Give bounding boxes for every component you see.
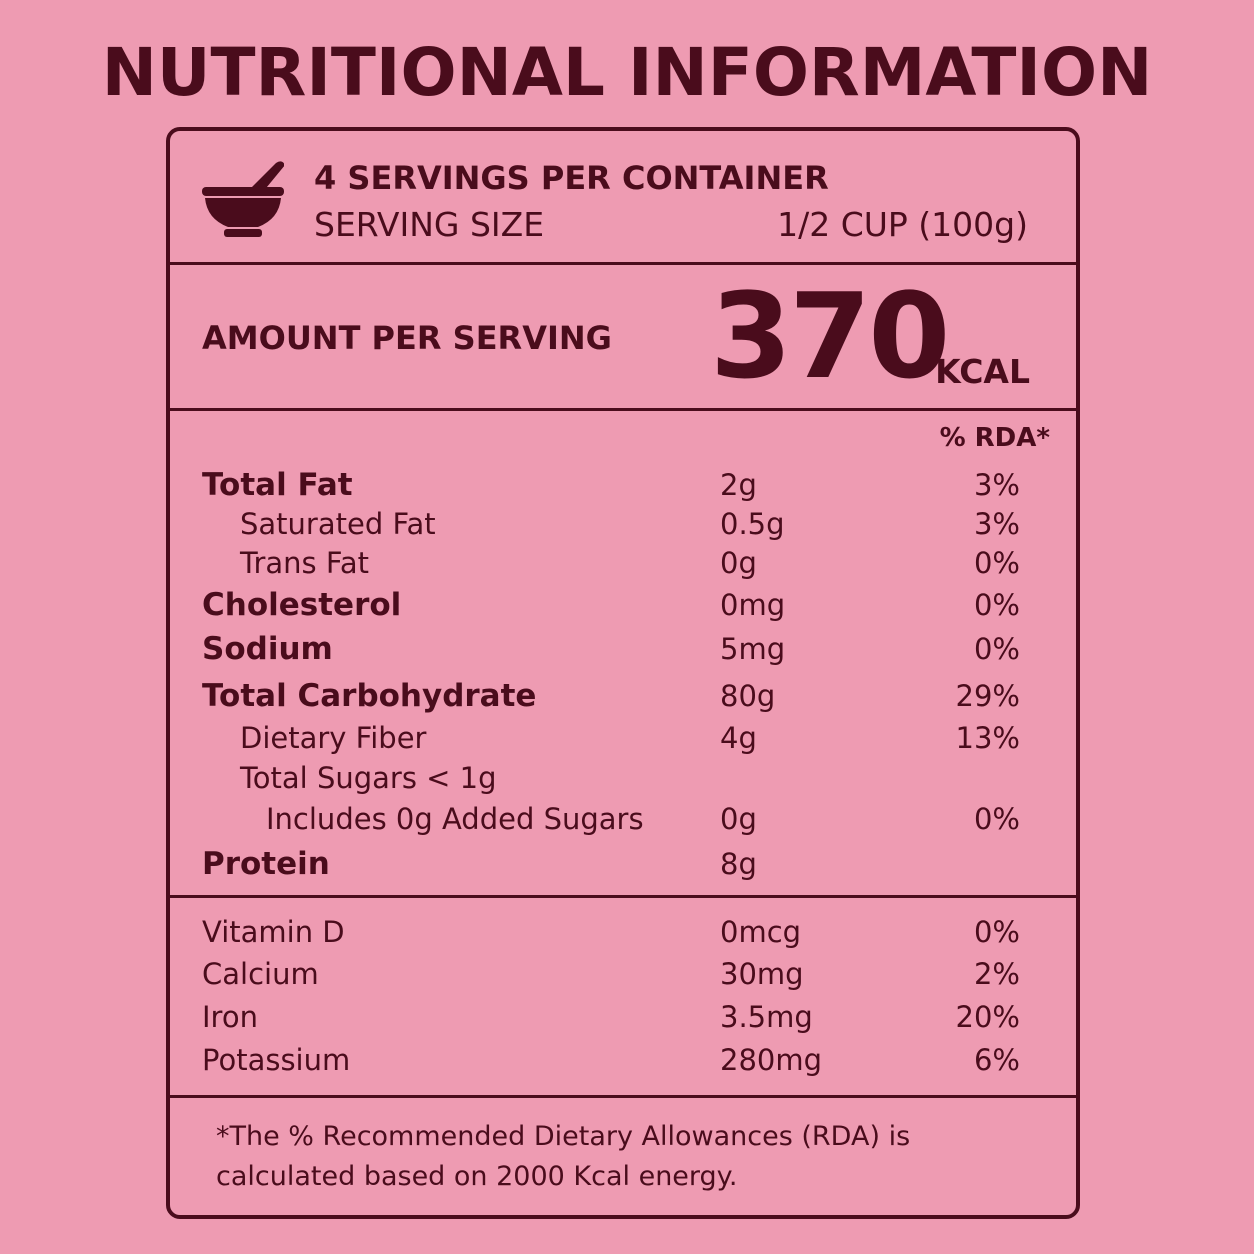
nutrient-row bbox=[170, 799, 1076, 839]
nutrient-row bbox=[170, 543, 1076, 583]
amount-per-serving-label: AMOUNT PER SERVING bbox=[202, 319, 612, 357]
nutrient-row bbox=[170, 629, 1076, 669]
nutrient-rda: 29% bbox=[955, 679, 1020, 713]
divider bbox=[170, 895, 1076, 898]
nutrient-amount: 2g bbox=[720, 468, 757, 502]
nutrient-name: Cholesterol bbox=[202, 587, 402, 623]
nutrient-amount: 5mg bbox=[720, 632, 786, 666]
servings-per-container: 4 SERVINGS PER CONTAINER bbox=[314, 159, 829, 197]
vitamin-rda: 2% bbox=[973, 957, 1020, 991]
vitamin-amount: 280mg bbox=[720, 1043, 823, 1077]
vitamin-row bbox=[170, 912, 1076, 952]
nutrient-rda: 0% bbox=[973, 588, 1020, 622]
nutrient-name: Dietary Fiber bbox=[240, 721, 427, 755]
vitamin-name: Calcium bbox=[202, 957, 319, 991]
nutrient-row bbox=[170, 718, 1076, 758]
nutrient-amount: 0g bbox=[720, 546, 757, 580]
vitamin-name: Potassium bbox=[202, 1043, 351, 1077]
nutrient-amount: 0.5g bbox=[720, 507, 785, 541]
rda-footnote: *The % Recommended Dietary Allowances (RDA) is calculated based on 2000 Kcal energy. bbox=[216, 1121, 911, 1192]
nutrient-row bbox=[170, 504, 1076, 544]
page-title: NUTRITIONAL INFORMATION bbox=[101, 34, 1153, 111]
nutrient-amount: 0g bbox=[720, 802, 757, 836]
nutrient-name: Saturated Fat bbox=[240, 507, 436, 541]
calories-unit: KCAL bbox=[935, 352, 1030, 391]
vitamin-amount: 3.5mg bbox=[720, 1000, 813, 1034]
nutrient-amount: 0mg bbox=[720, 588, 786, 622]
nutrient-row bbox=[170, 465, 1076, 505]
nutrient-rda: 13% bbox=[955, 721, 1020, 755]
nutrient-name: Trans Fat bbox=[240, 546, 370, 580]
rda-column-header: % RDA* bbox=[939, 423, 1050, 453]
nutrient-row bbox=[170, 758, 1076, 798]
divider bbox=[170, 408, 1076, 411]
nutrient-name: Includes 0g Added Sugars bbox=[266, 802, 644, 836]
nutrition-panel bbox=[166, 127, 1080, 1219]
calories-value: 370 bbox=[710, 267, 948, 405]
vitamin-rda: 6% bbox=[973, 1043, 1020, 1077]
vitamin-name: Iron bbox=[202, 1000, 258, 1034]
vitamin-amount: 30mg bbox=[720, 957, 804, 991]
mortar-and-pestle-icon bbox=[202, 157, 284, 239]
nutrient-rda: 3% bbox=[973, 468, 1020, 502]
vitamin-row bbox=[170, 997, 1076, 1037]
serving-size-value: 1/2 CUP (100g) bbox=[777, 205, 1028, 244]
nutrient-row bbox=[170, 676, 1076, 716]
nutrient-rda: 3% bbox=[973, 507, 1020, 541]
divider bbox=[170, 262, 1076, 265]
nutrient-name: Sodium bbox=[202, 631, 333, 667]
nutrient-amount: 4g bbox=[720, 721, 757, 755]
nutrient-rda: 0% bbox=[973, 802, 1020, 836]
vitamin-row bbox=[170, 1040, 1076, 1080]
nutrient-row bbox=[170, 844, 1076, 884]
serving-size-label: SERVING SIZE bbox=[314, 205, 545, 244]
nutrient-amount: 80g bbox=[720, 679, 776, 713]
vitamin-rda: 20% bbox=[955, 1000, 1020, 1034]
nutrient-row bbox=[170, 585, 1076, 625]
nutrient-name: Total Carbohydrate bbox=[202, 678, 537, 714]
nutrient-name: Protein bbox=[202, 846, 330, 882]
nutrient-rda: 0% bbox=[973, 632, 1020, 666]
nutrient-rda: 0% bbox=[973, 546, 1020, 580]
vitamin-rda: 0% bbox=[973, 915, 1020, 949]
divider bbox=[170, 1095, 1076, 1098]
vitamin-row bbox=[170, 954, 1076, 994]
nutrient-name: Total Fat bbox=[202, 467, 353, 503]
nutrient-name: Total Sugars < 1g bbox=[240, 761, 497, 795]
vitamin-name: Vitamin D bbox=[202, 915, 345, 949]
nutrient-amount: 8g bbox=[720, 847, 757, 881]
vitamin-amount: 0mcg bbox=[720, 915, 802, 949]
